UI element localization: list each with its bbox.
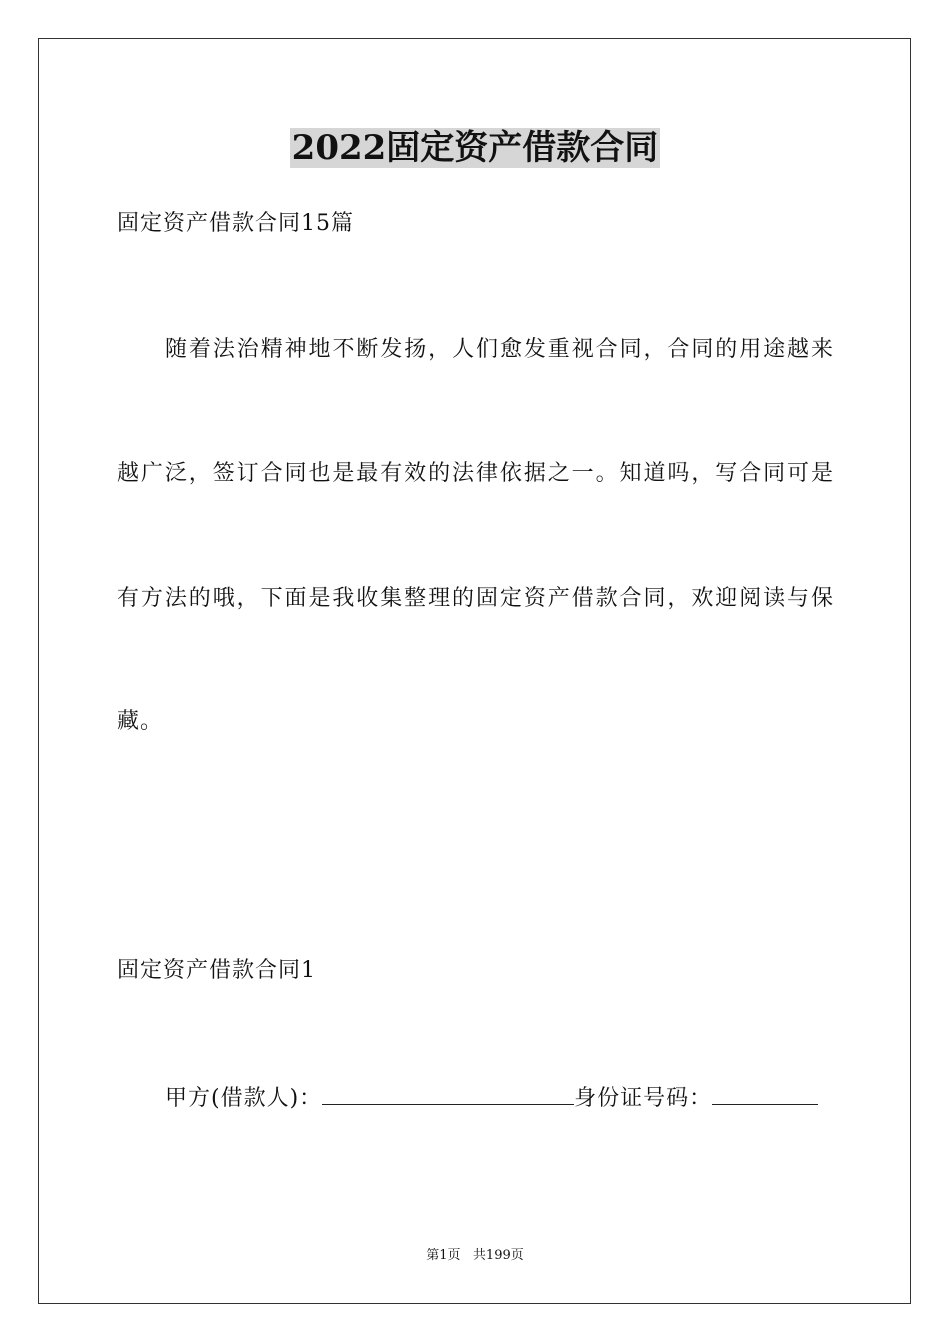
party-a-blank[interactable] [322,1082,574,1105]
page-footer: 第1页 共199页 [426,1248,524,1263]
document-subtitle: 固定资产借款合同15篇 [117,211,354,236]
intro-line-2: 越广泛，签订合同也是最有效的法律依据之一。知道吗，写合同可是 [117,461,833,486]
party-a-label: 甲方(借款人)： [165,1086,323,1111]
title-container [0,128,950,168]
id-number-blank[interactable] [712,1082,818,1105]
intro-line-4: 藏。 [117,709,164,734]
section-heading: 固定资产借款合同1 [117,958,316,983]
intro-line-1: 随着法治精神地不断发扬，人们愈发重视合同，合同的用途越来 [165,337,833,362]
id-number-label: 身份证号码： [574,1086,713,1111]
document-title: 2022固定资产借款合同 [291,128,659,168]
party-a-row [165,1082,833,1113]
intro-line-3: 有方法的哦，下面是我收集整理的固定资产借款合同，欢迎阅读与保 [117,586,833,611]
